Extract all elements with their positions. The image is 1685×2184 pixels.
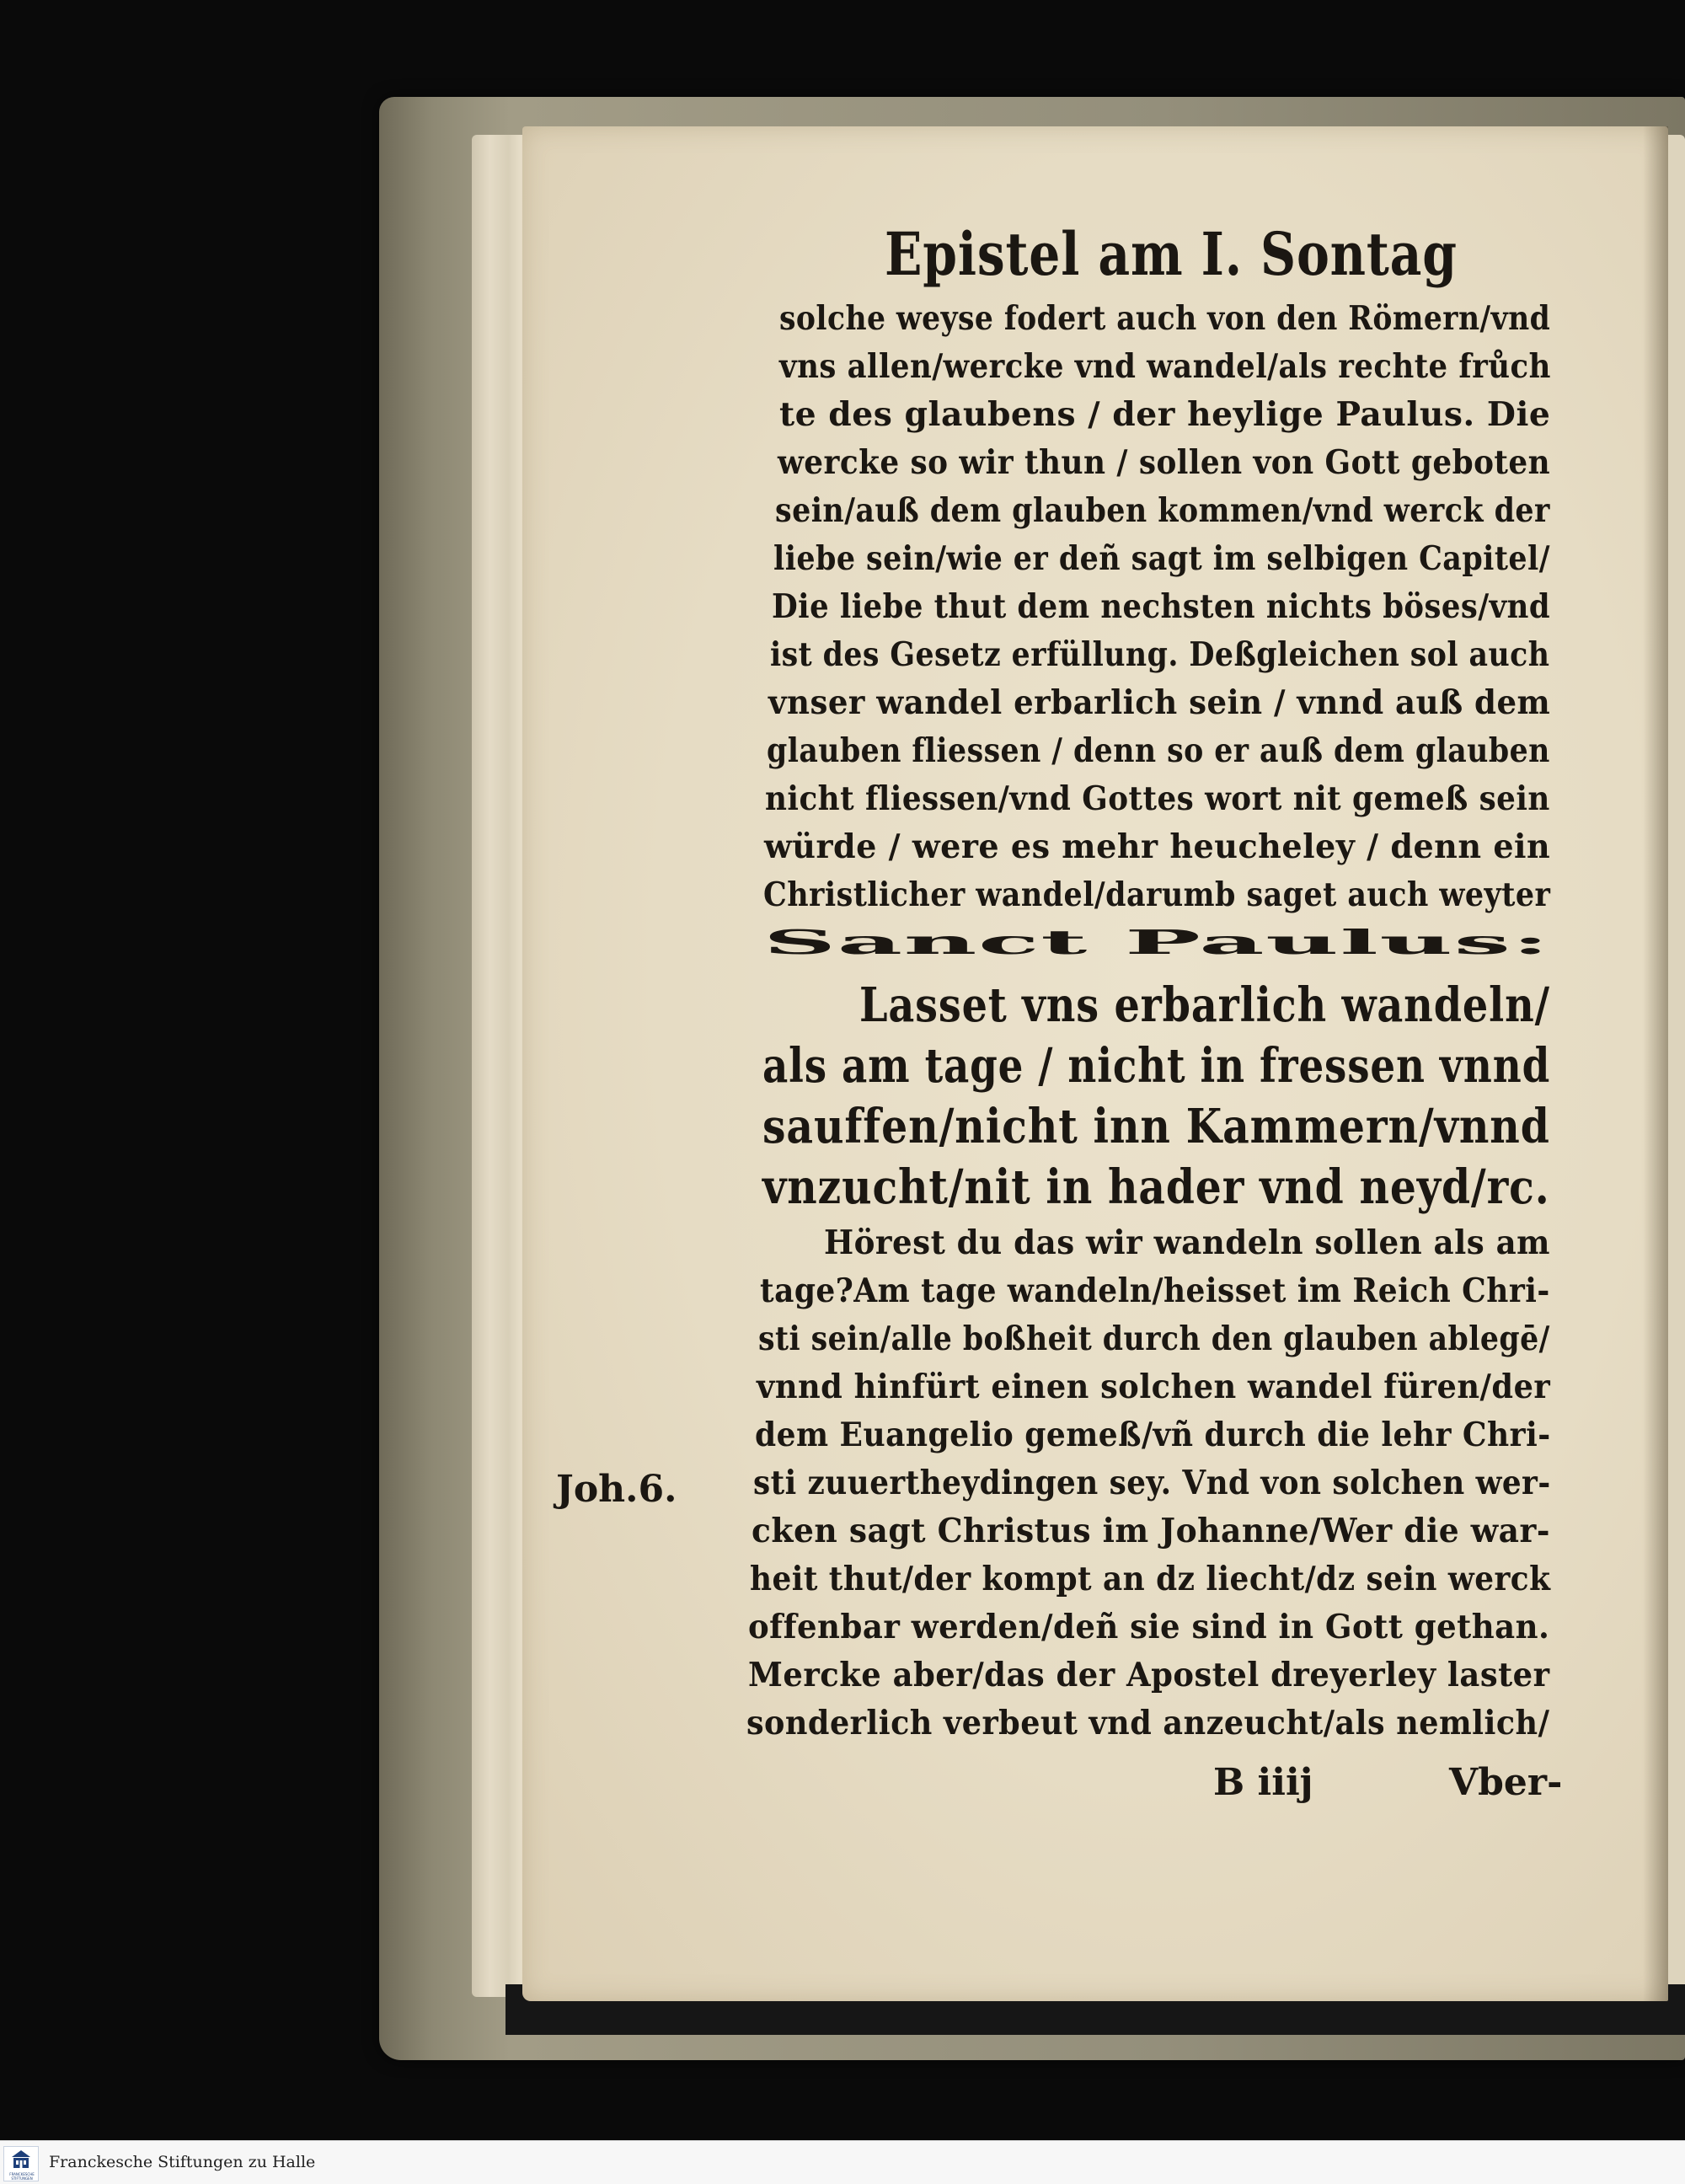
text-line: tage?Am tage wandeln/heisset im Reich Chri- — [760, 1271, 1550, 1310]
scripture-line: als am tage / nicht in fressen vnnd — [762, 1038, 1551, 1094]
building-icon — [11, 2149, 31, 2171]
text-line: würde / were es mehr heucheley / denn ein — [764, 827, 1551, 866]
text-line: solche weyse fodert auch von den Römern/vnd — [779, 299, 1551, 338]
running-head: Epistel am I. Sontag — [885, 219, 1458, 289]
text-line: sein/auß dem glauben kommen/vnd werck der — [775, 491, 1550, 530]
text-line: wercke so wir thun / sollen von Gott geboten — [778, 443, 1551, 482]
signature-mark: B iiij — [1213, 1761, 1313, 1804]
text-line: nicht fliessen/vnd Gottes wort nit gemeß sein — [765, 779, 1550, 818]
page-text — [522, 126, 1668, 2001]
text-line: liebe sein/wie er deñ sagt im selbigen Capitel/ — [773, 539, 1550, 578]
institution-logo — [3, 2146, 39, 2181]
viewer-footer — [0, 2140, 1685, 2184]
text-line: vns allen/wercke vnd wandel/als rechte frůch — [779, 347, 1551, 386]
margin-note: Joh.6. — [556, 1468, 677, 1511]
text-line: ist des Gesetz erfüllung. Deßgleichen sol auch — [770, 635, 1550, 674]
catchword: Vber- — [1449, 1761, 1563, 1804]
book-page — [522, 126, 1668, 2001]
scripture-line: vnzucht/nit in hader vnd neyd/rc. — [762, 1159, 1550, 1215]
scripture-line: sauffen/nicht inn Kammern/vnnd — [762, 1099, 1550, 1154]
text-line: vnser wandel erbarlich sein / vnnd auß dem — [768, 683, 1551, 722]
text-line: heit thut/der kompt an dz liecht/dz sein werck — [750, 1560, 1551, 1598]
logo-caption: FRANCKESCHE STIFTUNGEN — [9, 2172, 35, 2181]
scripture-line: Lasset vns erbarlich wandeln/ — [859, 977, 1550, 1033]
text-line: sonderlich verbeut vnd anzeucht/als nemlich/ — [746, 1704, 1550, 1742]
text-line: sti zuuertheydingen sey. Vnd von solchen wer- — [753, 1464, 1551, 1502]
text-line: Mercke aber/das der Apostel dreyerley laster — [748, 1656, 1550, 1694]
text-line: Christlicher wandel/darumb saget auch weyter — [763, 875, 1551, 914]
text-line: te des glaubens / der heylige Paulus. Die — [779, 395, 1551, 434]
text-line: cken sagt Christus im Johanne/Wer die war- — [752, 1512, 1550, 1550]
text-line: vnnd hinfürt einen solchen wandel füren/der — [757, 1368, 1551, 1406]
text-line: Sanct Paulus: — [763, 923, 1551, 962]
text-line: dem Euangelio gemeß/vñ durch die lehr Chri- — [755, 1416, 1551, 1454]
text-line: sti sein/alle boßheit durch den glauben ablegē/ — [758, 1320, 1550, 1358]
text-line: Hörest du das wir wandeln sollen als am — [824, 1223, 1551, 1262]
text-line: Die liebe thut dem nechsten nichts böses/vnd — [772, 587, 1551, 626]
institution-name: Franckesche Stiftungen zu Halle — [49, 2153, 316, 2171]
text-line: glauben fliessen / denn so er auß dem glauben — [767, 731, 1550, 770]
text-line: offenbar werden/deñ sie sind in Gott gethan. — [748, 1608, 1550, 1646]
